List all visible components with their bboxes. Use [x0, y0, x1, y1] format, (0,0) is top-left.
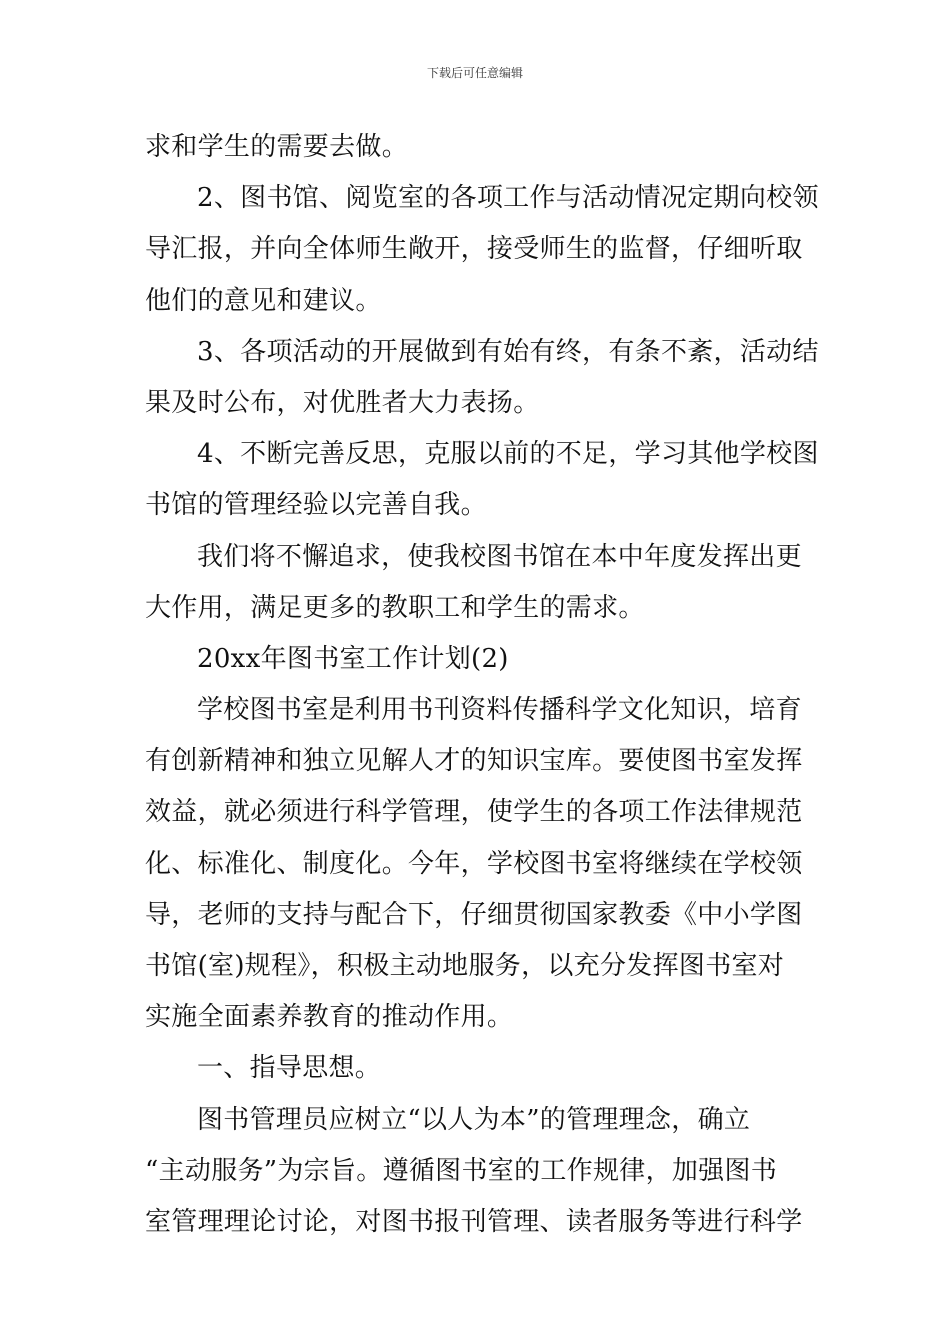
text-line: 化、标准化、制度化。今年，学校图书室将继续在学校领	[145, 848, 803, 879]
section-heading: 一、指导思想。	[197, 1053, 382, 1084]
text-line: “主动服务”为宗旨。遵循图书室的工作规律，加强图书	[145, 1155, 778, 1186]
text-line: 导，老师的支持与配合下，仔细贯彻国家教委《中小学图	[145, 899, 803, 930]
text-line: 实施全面素养教育的推动作用。	[145, 1002, 514, 1033]
section-title: 20xx年图书室工作计划(2)	[197, 643, 509, 674]
text-line: 学校图书室是利用书刊资料传播科学文化知识，培育	[197, 695, 802, 726]
text-line: 图书管理员应树立“以人为本”的管理理念，确立	[197, 1104, 751, 1135]
text-line: 4、不断完善反思，克服以前的不足，学习其他学校图	[197, 439, 819, 470]
text-line: 书馆的管理经验以完善自我。	[145, 490, 487, 521]
text-line: 有创新精神和独立见解人才的知识宝库。要使图书室发挥	[145, 746, 803, 777]
text-line: 3、各项活动的开展做到有始有终，有条不紊，活动结	[197, 336, 819, 367]
text-line: 我们将不懈追求，使我校图书馆在本中年度发挥出更	[197, 541, 802, 572]
text-line: 效益，就必须进行科学管理，使学生的各项工作法律规范	[145, 797, 803, 828]
document-body	[145, 122, 819, 1248]
text-line: 室管理理论讨论，对图书报刊管理、读者服务等进行科学	[145, 1206, 803, 1237]
text-line: 他们的意见和建议。	[145, 285, 382, 316]
text-line: 果及时公布，对优胜者大力表扬。	[145, 387, 540, 418]
page-header: 下载后可任意编辑	[426, 66, 523, 80]
text-line: 求和学生的需要去做。	[145, 132, 409, 162]
text-line: 2、图书馆、阅览室的各项工作与活动情况定期向校领	[197, 183, 819, 214]
text-line: 书馆(室)规程》，积极主动地服务，以充分发挥图书室对	[145, 951, 785, 981]
text-line: 大作用，满足更多的教职工和学生的需求。	[145, 592, 645, 623]
text-line: 导汇报，并向全体师生敞开，接受师生的监督，仔细听取	[145, 234, 803, 265]
